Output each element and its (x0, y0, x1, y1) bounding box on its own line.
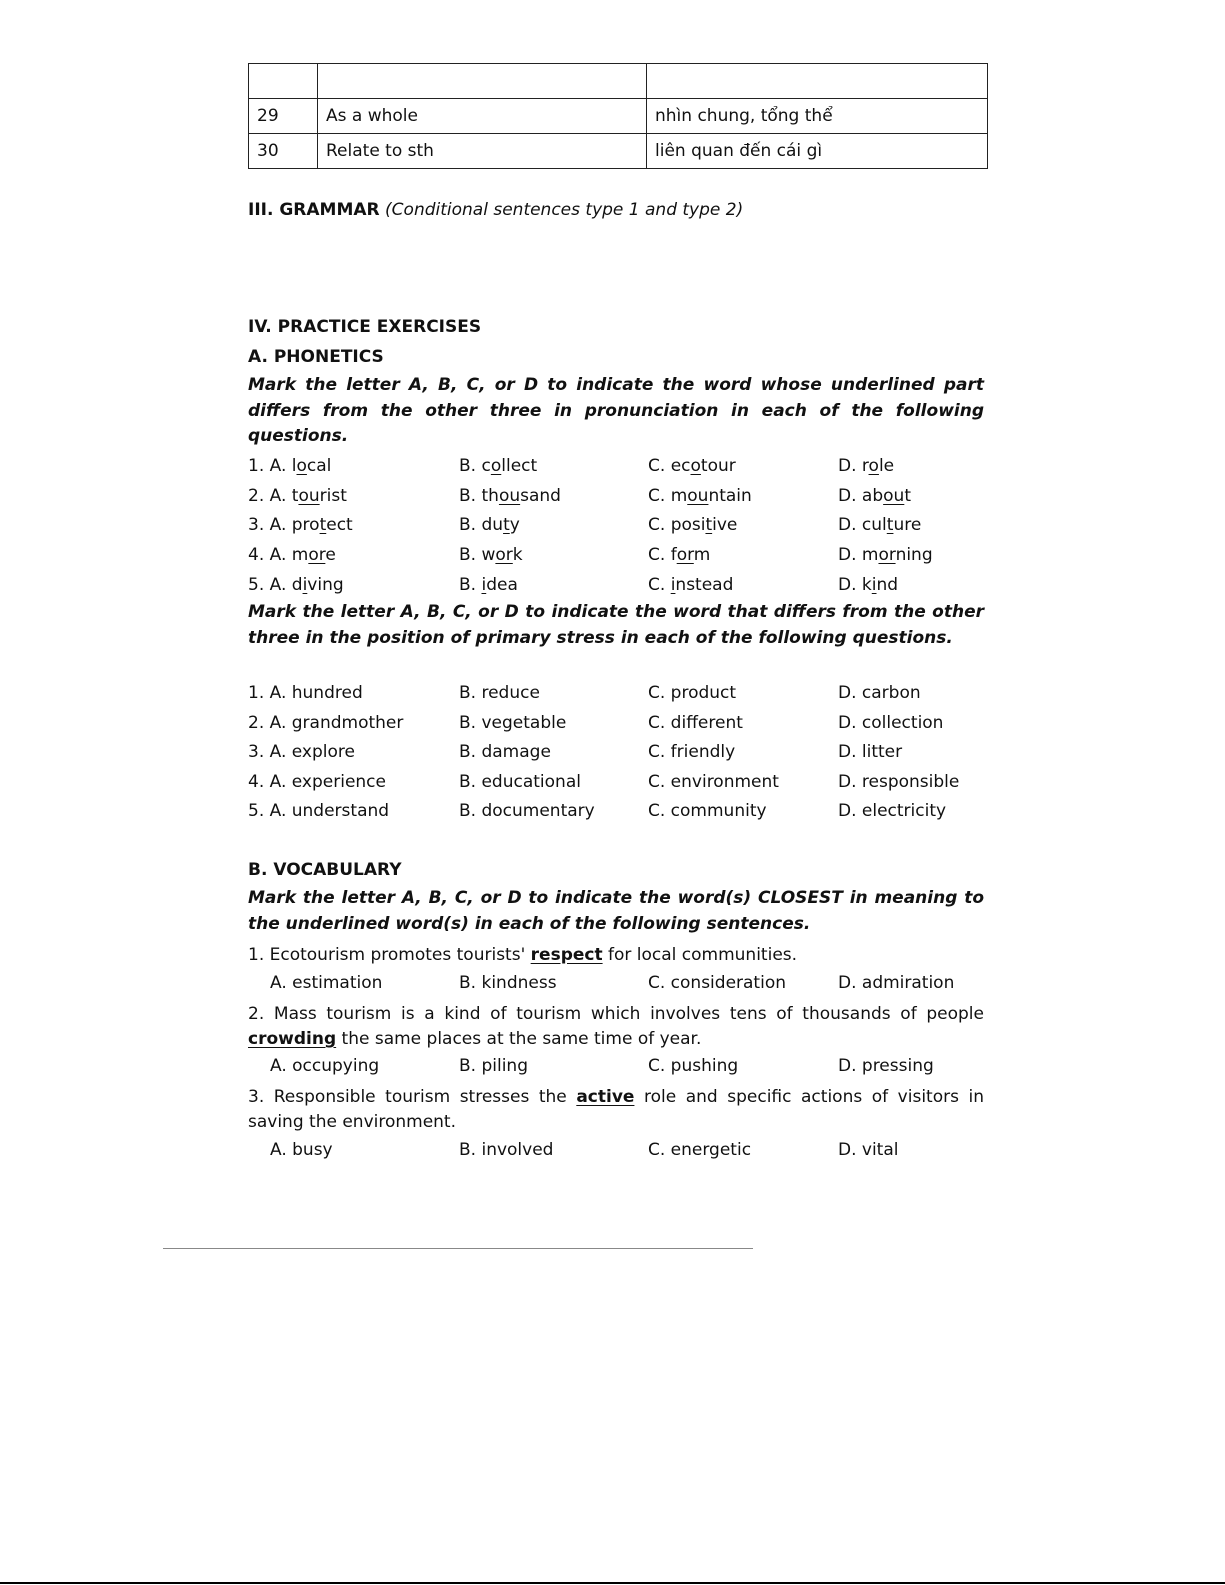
option-label: A. (269, 485, 292, 506)
answer-option (838, 456, 894, 476)
option-text: D. carbon (838, 683, 921, 703)
option-label: D. (838, 456, 862, 476)
option-label: B. (459, 456, 482, 476)
option-label: B. (459, 485, 482, 506)
word-part: dea (486, 574, 518, 595)
answer-option (838, 486, 911, 506)
option-text: B. vegetable (459, 712, 567, 733)
word-part: k (512, 545, 523, 566)
answer-option (838, 713, 943, 733)
table-cell-number: 30 (249, 134, 318, 169)
option-text: A. experience (269, 771, 386, 792)
option-text: B. reduce (459, 683, 540, 703)
word-part: ec (670, 456, 691, 476)
table-cell-term: Relate to sth (318, 134, 647, 169)
word-part: ect (326, 515, 353, 536)
question-row (248, 772, 988, 796)
answer-option (648, 801, 767, 821)
option-text: C. friendly (648, 742, 736, 762)
option-text: A. understand (269, 801, 390, 821)
question-row (248, 713, 988, 737)
grammar-subtitle: (Conditional sentences type 1 and type 2) (385, 200, 744, 220)
answer-option (648, 683, 736, 703)
answer-option: D. vital (838, 1140, 899, 1160)
answer-option (838, 683, 921, 703)
answer-option (459, 545, 523, 565)
answer-option (459, 456, 537, 476)
option-text: A. hundred (269, 683, 363, 703)
answer-option: A. occupying (270, 1056, 380, 1076)
answer-option (838, 742, 902, 762)
word-part: ning (895, 545, 933, 566)
question-number: 1. (248, 683, 270, 703)
answer-option (648, 486, 752, 506)
page-bottom-border (0, 1582, 1225, 1584)
underlined-part: i (670, 574, 676, 595)
answer-option (248, 801, 389, 821)
word-part: r (861, 456, 869, 476)
option-label: A. (269, 545, 292, 566)
answer-option (248, 456, 331, 476)
word-part: ure (893, 515, 922, 536)
word-part: c (481, 456, 491, 476)
answer-option: D. pressing (838, 1056, 934, 1076)
option-text: D. responsible (838, 771, 960, 792)
option-label: B. (459, 574, 482, 595)
question-row (248, 575, 988, 599)
question-number: 2. (248, 712, 270, 733)
word-part: nstead (675, 574, 734, 595)
answer-option (248, 486, 347, 506)
question-number: 4. (248, 545, 270, 566)
answer-option (459, 713, 566, 733)
table-cell-meaning (647, 64, 988, 99)
question-number: 3. (248, 515, 270, 536)
answer-option (459, 486, 561, 506)
question-row (248, 801, 988, 825)
answer-option: B. involved (459, 1140, 554, 1160)
option-label: C. (648, 456, 671, 476)
footnote-divider (163, 1248, 753, 1249)
grammar-heading (248, 200, 743, 220)
option-label: A. (269, 515, 292, 536)
option-label: D. (838, 574, 862, 595)
underlined-part: or (676, 545, 694, 566)
question-row (248, 515, 988, 539)
question-number: 2. (248, 485, 270, 506)
table-cell-number: 29 (249, 99, 318, 134)
word-part: du (481, 515, 504, 536)
word-part: y (509, 515, 520, 536)
phonetics-heading: A. PHONETICS (248, 347, 384, 367)
options-row (248, 1056, 988, 1080)
sentence-text: 3. Responsible tourism stresses the (248, 1087, 577, 1107)
word-part: sand (520, 485, 561, 506)
underlined-part: t (705, 515, 713, 536)
question-number: 5. (248, 801, 270, 821)
word-part: ab (861, 485, 884, 506)
answer-option (248, 545, 336, 565)
underlined-part: o (868, 456, 879, 476)
answer-option (838, 801, 946, 821)
answer-option: A. estimation (270, 973, 383, 993)
answer-option (459, 742, 551, 762)
underlined-part: ou (687, 485, 709, 506)
answer-option (459, 683, 540, 703)
stress-instruction: Mark the letter A, B, C, or D to indicate the word that differs from the other three in the position of primary stress in each of the following questions. (248, 602, 984, 648)
answer-option (248, 713, 403, 733)
option-label: A. (269, 456, 292, 476)
underlined-part: o (296, 456, 307, 476)
word-part: e (325, 545, 336, 566)
answer-option: C. energetic (648, 1140, 752, 1160)
options-row (248, 973, 988, 997)
answer-option (459, 772, 581, 792)
word-part: cal (306, 456, 332, 476)
option-text: B. educational (459, 771, 581, 792)
option-label: C. (648, 574, 671, 595)
question-number: 3. (248, 742, 270, 762)
underlined-part: i (302, 574, 308, 595)
word-part: llect (501, 456, 538, 476)
underlined-part: ou (298, 485, 320, 506)
underlined-part: or (878, 545, 896, 566)
answer-option (459, 575, 518, 595)
vocabulary-table (248, 63, 988, 169)
underlined-part: i (481, 574, 487, 595)
answer-option (648, 575, 733, 595)
option-text: C. community (648, 801, 767, 821)
word-part: k (861, 574, 872, 595)
answer-option (648, 515, 737, 535)
table-cell-term: As a whole (318, 99, 647, 134)
word-part: ive (712, 515, 738, 536)
option-text: C. different (648, 712, 743, 733)
option-text: D. litter (838, 742, 903, 762)
question-sentence (248, 1002, 984, 1052)
option-label: B. (459, 515, 482, 536)
vocabulary-heading: B. VOCABULARY (248, 860, 402, 880)
question-sentence (248, 943, 984, 968)
option-label: C. (648, 515, 671, 536)
pronunciation-instruction: Mark the letter A, B, C, or D to indicate the word whose underlined part differs from the other three in pronunciation in each of the following questions. (248, 375, 984, 446)
sentence-text: the same places at the same time of year. (336, 1029, 702, 1049)
answer-option (648, 772, 779, 792)
word-part: ntain (708, 485, 752, 506)
word-part: d (291, 574, 303, 595)
underlined-part: t (319, 515, 327, 536)
option-label: D. (838, 485, 862, 506)
underlined-part: ou (883, 485, 905, 506)
answer-option: B. piling (459, 1056, 528, 1076)
underlined-part: or (495, 545, 513, 566)
answer-option: A. busy (270, 1140, 333, 1160)
option-text: C. product (648, 683, 737, 703)
option-text: A. explore (269, 742, 355, 762)
option-text: A. grandmother (269, 712, 404, 733)
word-part: m (670, 485, 688, 506)
option-text: D. collection (838, 712, 944, 733)
word-part: t (904, 485, 911, 506)
word-part: l (291, 456, 297, 476)
answer-option (838, 545, 933, 565)
word-part: th (481, 485, 499, 506)
word-part: m (861, 545, 879, 566)
answer-option: C. pushing (648, 1056, 739, 1076)
option-text: B. documentary (459, 801, 595, 821)
option-label: C. (648, 545, 671, 566)
word-part: nd (876, 574, 899, 595)
question-row (248, 545, 988, 569)
word-part: ving (307, 574, 344, 595)
underlined-part: t (503, 515, 510, 536)
table-row (249, 99, 988, 134)
underlined-part: o (490, 456, 502, 476)
underlined-keyword: respect (530, 945, 603, 965)
question-row (248, 742, 988, 766)
question-number: 5. (248, 574, 270, 595)
question-number: 4. (248, 771, 270, 792)
word-part: le (878, 456, 895, 476)
table-cell-meaning: nhìn chung, tổng thể (647, 99, 988, 134)
answer-option (248, 683, 363, 703)
question-number: 1. (248, 456, 270, 476)
question-row (248, 683, 988, 707)
question-row (248, 486, 988, 510)
option-text: C. environment (648, 771, 779, 792)
answer-option (248, 575, 344, 595)
word-part: w (481, 545, 496, 566)
option-label: D. (838, 515, 862, 536)
word-part: cul (861, 515, 887, 536)
word-part: posi (670, 515, 706, 536)
word-part: m (693, 545, 711, 566)
question-row (248, 456, 988, 480)
underlined-part: o (690, 456, 701, 476)
answer-option (248, 772, 386, 792)
word-part: rist (319, 485, 347, 506)
word-part: f (670, 545, 677, 566)
grammar-title: III. GRAMMAR (248, 200, 380, 220)
answer-option: B. kindness (459, 973, 557, 993)
option-label: A. (269, 574, 292, 595)
table-cell-meaning: liên quan đến cái gì (647, 134, 988, 169)
options-row (248, 1140, 988, 1164)
answer-option (838, 575, 898, 595)
answer-option (648, 545, 710, 565)
underlined-keyword: active (576, 1087, 635, 1107)
answer-option: D. admiration (838, 973, 955, 993)
word-part: m (291, 545, 309, 566)
answer-option (648, 456, 736, 476)
answer-option (838, 772, 959, 792)
answer-option: C. consideration (648, 973, 787, 993)
table-row (249, 134, 988, 169)
option-label: B. (459, 545, 482, 566)
sentence-text: 1. Ecotourism promotes tourists' (248, 945, 531, 965)
underlined-part: i (871, 574, 877, 595)
sentence-text: for local communities. (602, 945, 798, 965)
word-part: t (291, 485, 299, 506)
option-label: C. (648, 485, 671, 506)
underlined-part: or (308, 545, 326, 566)
answer-option (459, 801, 595, 821)
question-sentence (248, 1085, 984, 1135)
answer-option (248, 742, 355, 762)
option-text: D. electricity (838, 801, 947, 821)
answer-option (838, 515, 921, 535)
answer-option (648, 742, 735, 762)
underlined-part: ou (498, 485, 521, 506)
word-part: tour (700, 456, 736, 476)
answer-option (459, 515, 520, 535)
table-row (249, 64, 988, 99)
answer-option (648, 713, 743, 733)
answer-option (248, 515, 353, 535)
underlined-keyword: crowding (248, 1029, 337, 1049)
option-text: B. damage (459, 742, 551, 762)
practice-heading: IV. PRACTICE EXERCISES (248, 317, 482, 337)
option-label: D. (838, 545, 862, 566)
word-part: pro (291, 515, 320, 536)
underlined-part: t (886, 515, 894, 536)
sentence-text: role and specific actions of visitors in saving the environment. (248, 1087, 984, 1132)
sentence-text: 2. Mass tourism is a kind of tourism which involves tens of thousands of people (248, 1004, 984, 1024)
table-cell-number (249, 64, 318, 99)
table-cell-term (318, 64, 647, 99)
vocabulary-instruction: Mark the letter A, B, C, or D to indicate the word(s) CLOSEST in meaning to the underlined word(s) in each of the following sentences. (248, 888, 984, 934)
